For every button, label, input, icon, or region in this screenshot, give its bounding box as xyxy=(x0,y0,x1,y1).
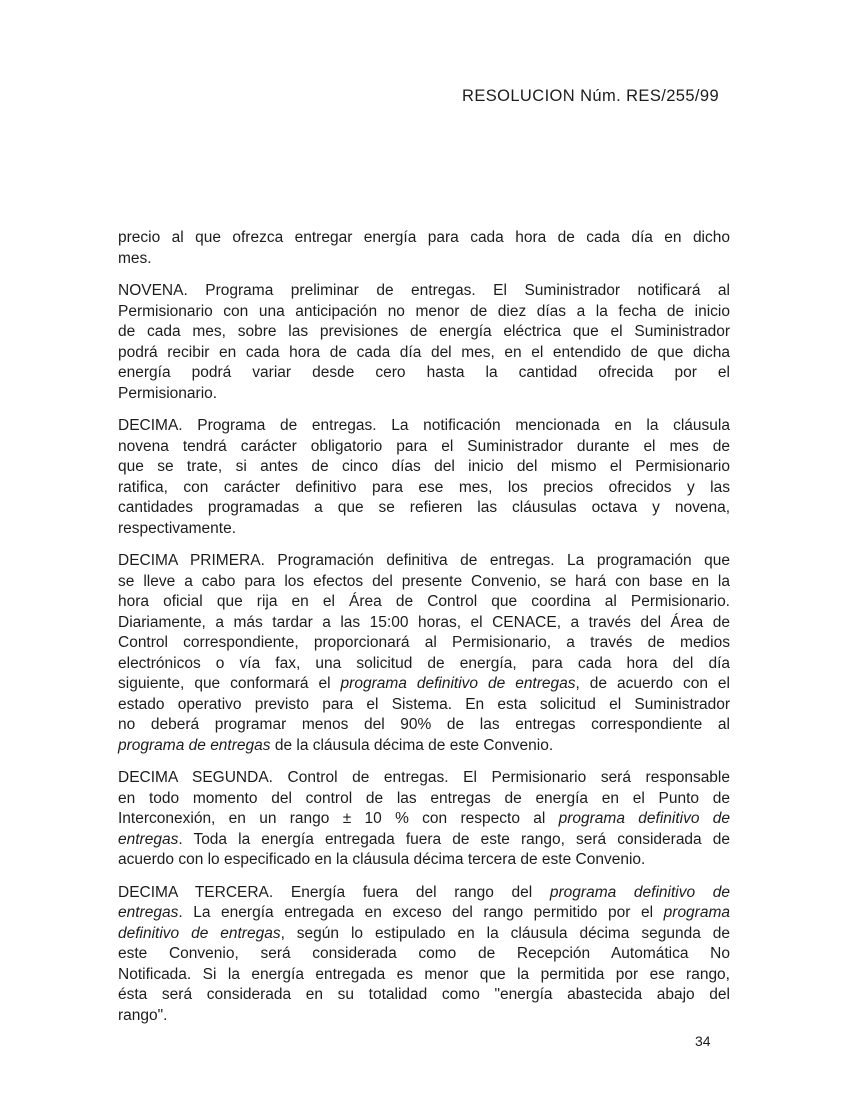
text-line: rango". xyxy=(118,1006,168,1024)
text-line: se lleve a cabo para los efectos del presente Convenio, se hará con base en la xyxy=(118,572,730,590)
text-line: DECIMA SEGUNDA. Control de entregas. El Permisionario será responsable xyxy=(118,769,730,786)
text-line: Interconexión, en un rango ± 10 % con respecto al programa definitivo de xyxy=(118,810,730,827)
text-line: Permisionario con una anticipación no menor de diez días a la fecha de inicio xyxy=(118,302,730,320)
text-line: ratifica, con carácter definitivo para ese mes, los precios ofrecidos y las xyxy=(118,478,730,496)
text-line: Control correspondiente, proporcionará al Permisionario, a través de medios xyxy=(118,634,730,651)
text-line: Permisionario. xyxy=(118,384,218,402)
text-line: podrá recibir en cada hora de cada día del mes, en el entendido de que dicha xyxy=(118,343,730,361)
text-line: no deberá programar menos del 90% de las entregas correspondiente al xyxy=(118,716,730,733)
document-body xyxy=(118,228,730,1038)
paragraph xyxy=(118,228,730,269)
page-number: 34 xyxy=(695,1033,711,1049)
text-line: ésta será considerada en su totalidad como "energía abastecida abajo del xyxy=(118,986,730,1003)
text-line: que se trate, si antes de cinco días del inicio del mismo el Permisionario xyxy=(118,458,730,475)
paragraph xyxy=(118,551,730,756)
text-line: siguiente, que conformará el programa definitivo de entregas, de acuerdo con el xyxy=(118,675,730,692)
paragraph xyxy=(118,883,730,1027)
text-line: novena tendrá carácter obligatorio para el Suministrador durante el mes de xyxy=(118,437,730,455)
text-line: definitivo de entregas, según lo estipulado en la cláusula décima segunda de xyxy=(118,924,730,942)
text-line: Notificada. Si la energía entregada es menor que la permitida por ese rango, xyxy=(118,965,730,983)
paragraph xyxy=(118,281,730,404)
text-line: en todo momento del control de las entregas de energía en el Punto de xyxy=(118,789,730,807)
text-line: cantidades programadas a que se refieren las cláusulas octava y novena, xyxy=(118,499,730,516)
text-line: DECIMA TERCERA. Energía fuera del rango del programa definitivo de xyxy=(118,883,730,901)
text-line: NOVENA. Programa preliminar de entregas. El Suministrador notificará al xyxy=(118,282,730,299)
text-line: de cada mes, sobre las previsiones de energía eléctrica que el Suministrador xyxy=(118,323,730,340)
text-line: electrónicos o vía fax, una solicitud de energía, para cada hora del día xyxy=(118,654,730,672)
document-header: RESOLUCION Núm. RES/255/99 xyxy=(462,87,720,105)
text-line: DECIMA. Programa de entregas. La notificación mencionada en la cláusula xyxy=(118,417,730,434)
text-line: hora oficial que rija en el Área de Control que coordina al Permisionario. xyxy=(118,593,730,610)
text-line: acuerdo con lo especificado en la cláusula décima tercera de este Convenio. xyxy=(118,851,646,868)
text-line: este Convenio, será considerada como de Recepción Automática No xyxy=(118,945,730,962)
paragraph xyxy=(118,768,730,871)
text-line: programa de entregas de la cláusula décima de este Convenio. xyxy=(118,736,554,754)
text-line: energía podrá variar desde cero hasta la cantidad ofrecida por el xyxy=(118,364,730,381)
text-line: respectivamente. xyxy=(118,519,237,537)
text-line: DECIMA PRIMERA. Programación definitiva de entregas. La programación que xyxy=(118,552,730,569)
text-line: Diariamente, a más tardar a las 15:00 horas, el CENACE, a través del Área de xyxy=(118,613,730,631)
text-line: estado operativo previsto para el Sistema. En esta solicitud el Suministrador xyxy=(118,695,730,713)
text-line: entregas. Toda la energía entregada fuera de este rango, será considerada de xyxy=(118,830,730,848)
text-line: mes. xyxy=(118,249,152,267)
paragraph xyxy=(118,416,730,539)
text-line: entregas. La energía entregada en exceso del rango permitido por el programa xyxy=(118,904,730,921)
text-line: precio al que ofrezca entregar energía para cada hora de cada día en dicho xyxy=(118,229,730,246)
